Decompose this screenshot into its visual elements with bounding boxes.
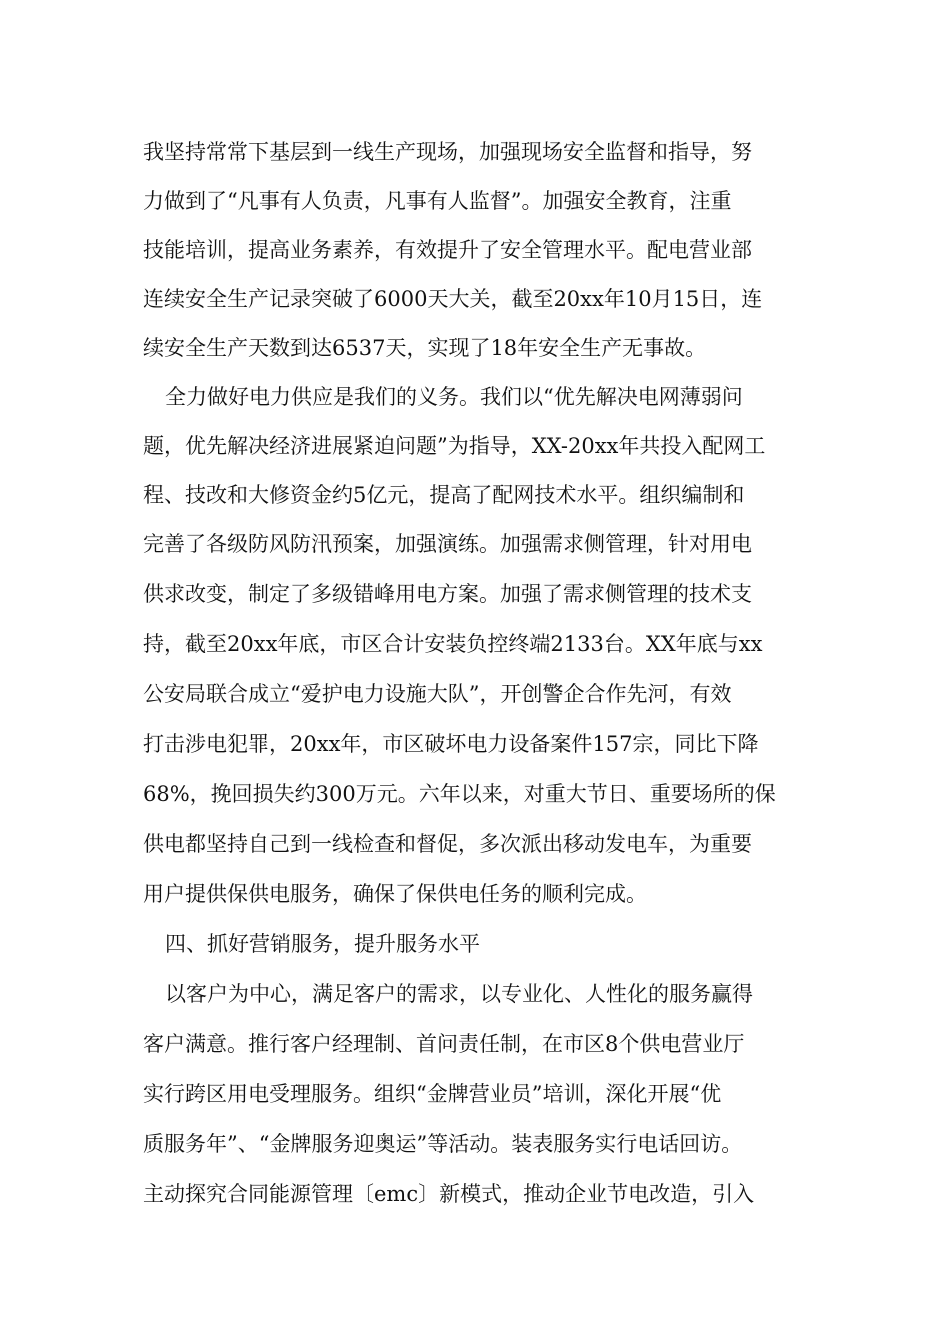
text-line: 68%，挽回损失约300万元。六年以来，对重大节日、重要场所的保 <box>143 782 776 806</box>
text-line: 供电都坚持自己到一线检查和督促，多次派出移动发电车，为重要 <box>143 832 752 856</box>
text-line: 持，截至20xx年底，市区合计安装负控终端2133台。XX年底与xx <box>143 632 763 656</box>
text-line: 我坚持常常下基层到一线生产现场，加强现场安全监督和指导，努 <box>143 140 752 164</box>
text-line: 客户满意。推行客户经理制、首问责任制，在市区8个供电营业厅 <box>143 1032 745 1056</box>
text-line: 用户提供保供电服务，确保了保供电任务的顺利完成。 <box>143 882 647 906</box>
text-line: 质服务年”、“金牌服务迎奥运”等活动。装表服务实行电话回访。 <box>143 1132 743 1156</box>
text-line: 力做到了“凡事有人负责，凡事有人监督”。加强安全教育，注重 <box>143 189 732 213</box>
paragraph-first-line: 以客户为中心，满足客户的需求，以专业化、人性化的服务赢得 <box>165 982 753 1006</box>
text-line: 打击涉电犯罪，20xx年，市区破坏电力设备案件157宗，同比下降 <box>143 732 759 756</box>
text-line: 完善了各级防风防汛预案，加强演练。加强需求侧管理，针对用电 <box>143 532 752 556</box>
text-line: 连续安全生产记录突破了6000天大关，截至20xx年10月15日，连 <box>143 287 763 311</box>
text-line: 程、技改和大修资金约5亿元，提高了配网技术水平。组织编制和 <box>143 483 745 507</box>
text-line: 题，优先解决经济进展紧迫问题”为指导，XX-20xx年共投入配网工 <box>143 434 766 458</box>
text-line: 技能培训，提高业务素养，有效提升了安全管理水平。配电营业部 <box>143 238 752 262</box>
paragraph-first-line: 全力做好电力供应是我们的义务。我们以“优先解决电网薄弱问 <box>165 385 743 409</box>
text-line: 续安全生产天数到达6537天，实现了18年安全生产无事故。 <box>143 336 707 360</box>
text-line: 供求改变，制定了多级错峰用电方案。加强了需求侧管理的技术支 <box>143 582 752 606</box>
text-line: 公安局联合成立“爱护电力设施大队”，开创警企合作先河，有效 <box>143 682 732 706</box>
text-line: 实行跨区用电受理服务。组织“金牌营业员”培训，深化开展“优 <box>143 1082 722 1106</box>
text-line: 主动探究合同能源管理〔emc〕新模式，推动企业节电改造，引入 <box>143 1182 755 1206</box>
section-heading: 四、抓好营销服务，提升服务水平 <box>165 932 480 956</box>
